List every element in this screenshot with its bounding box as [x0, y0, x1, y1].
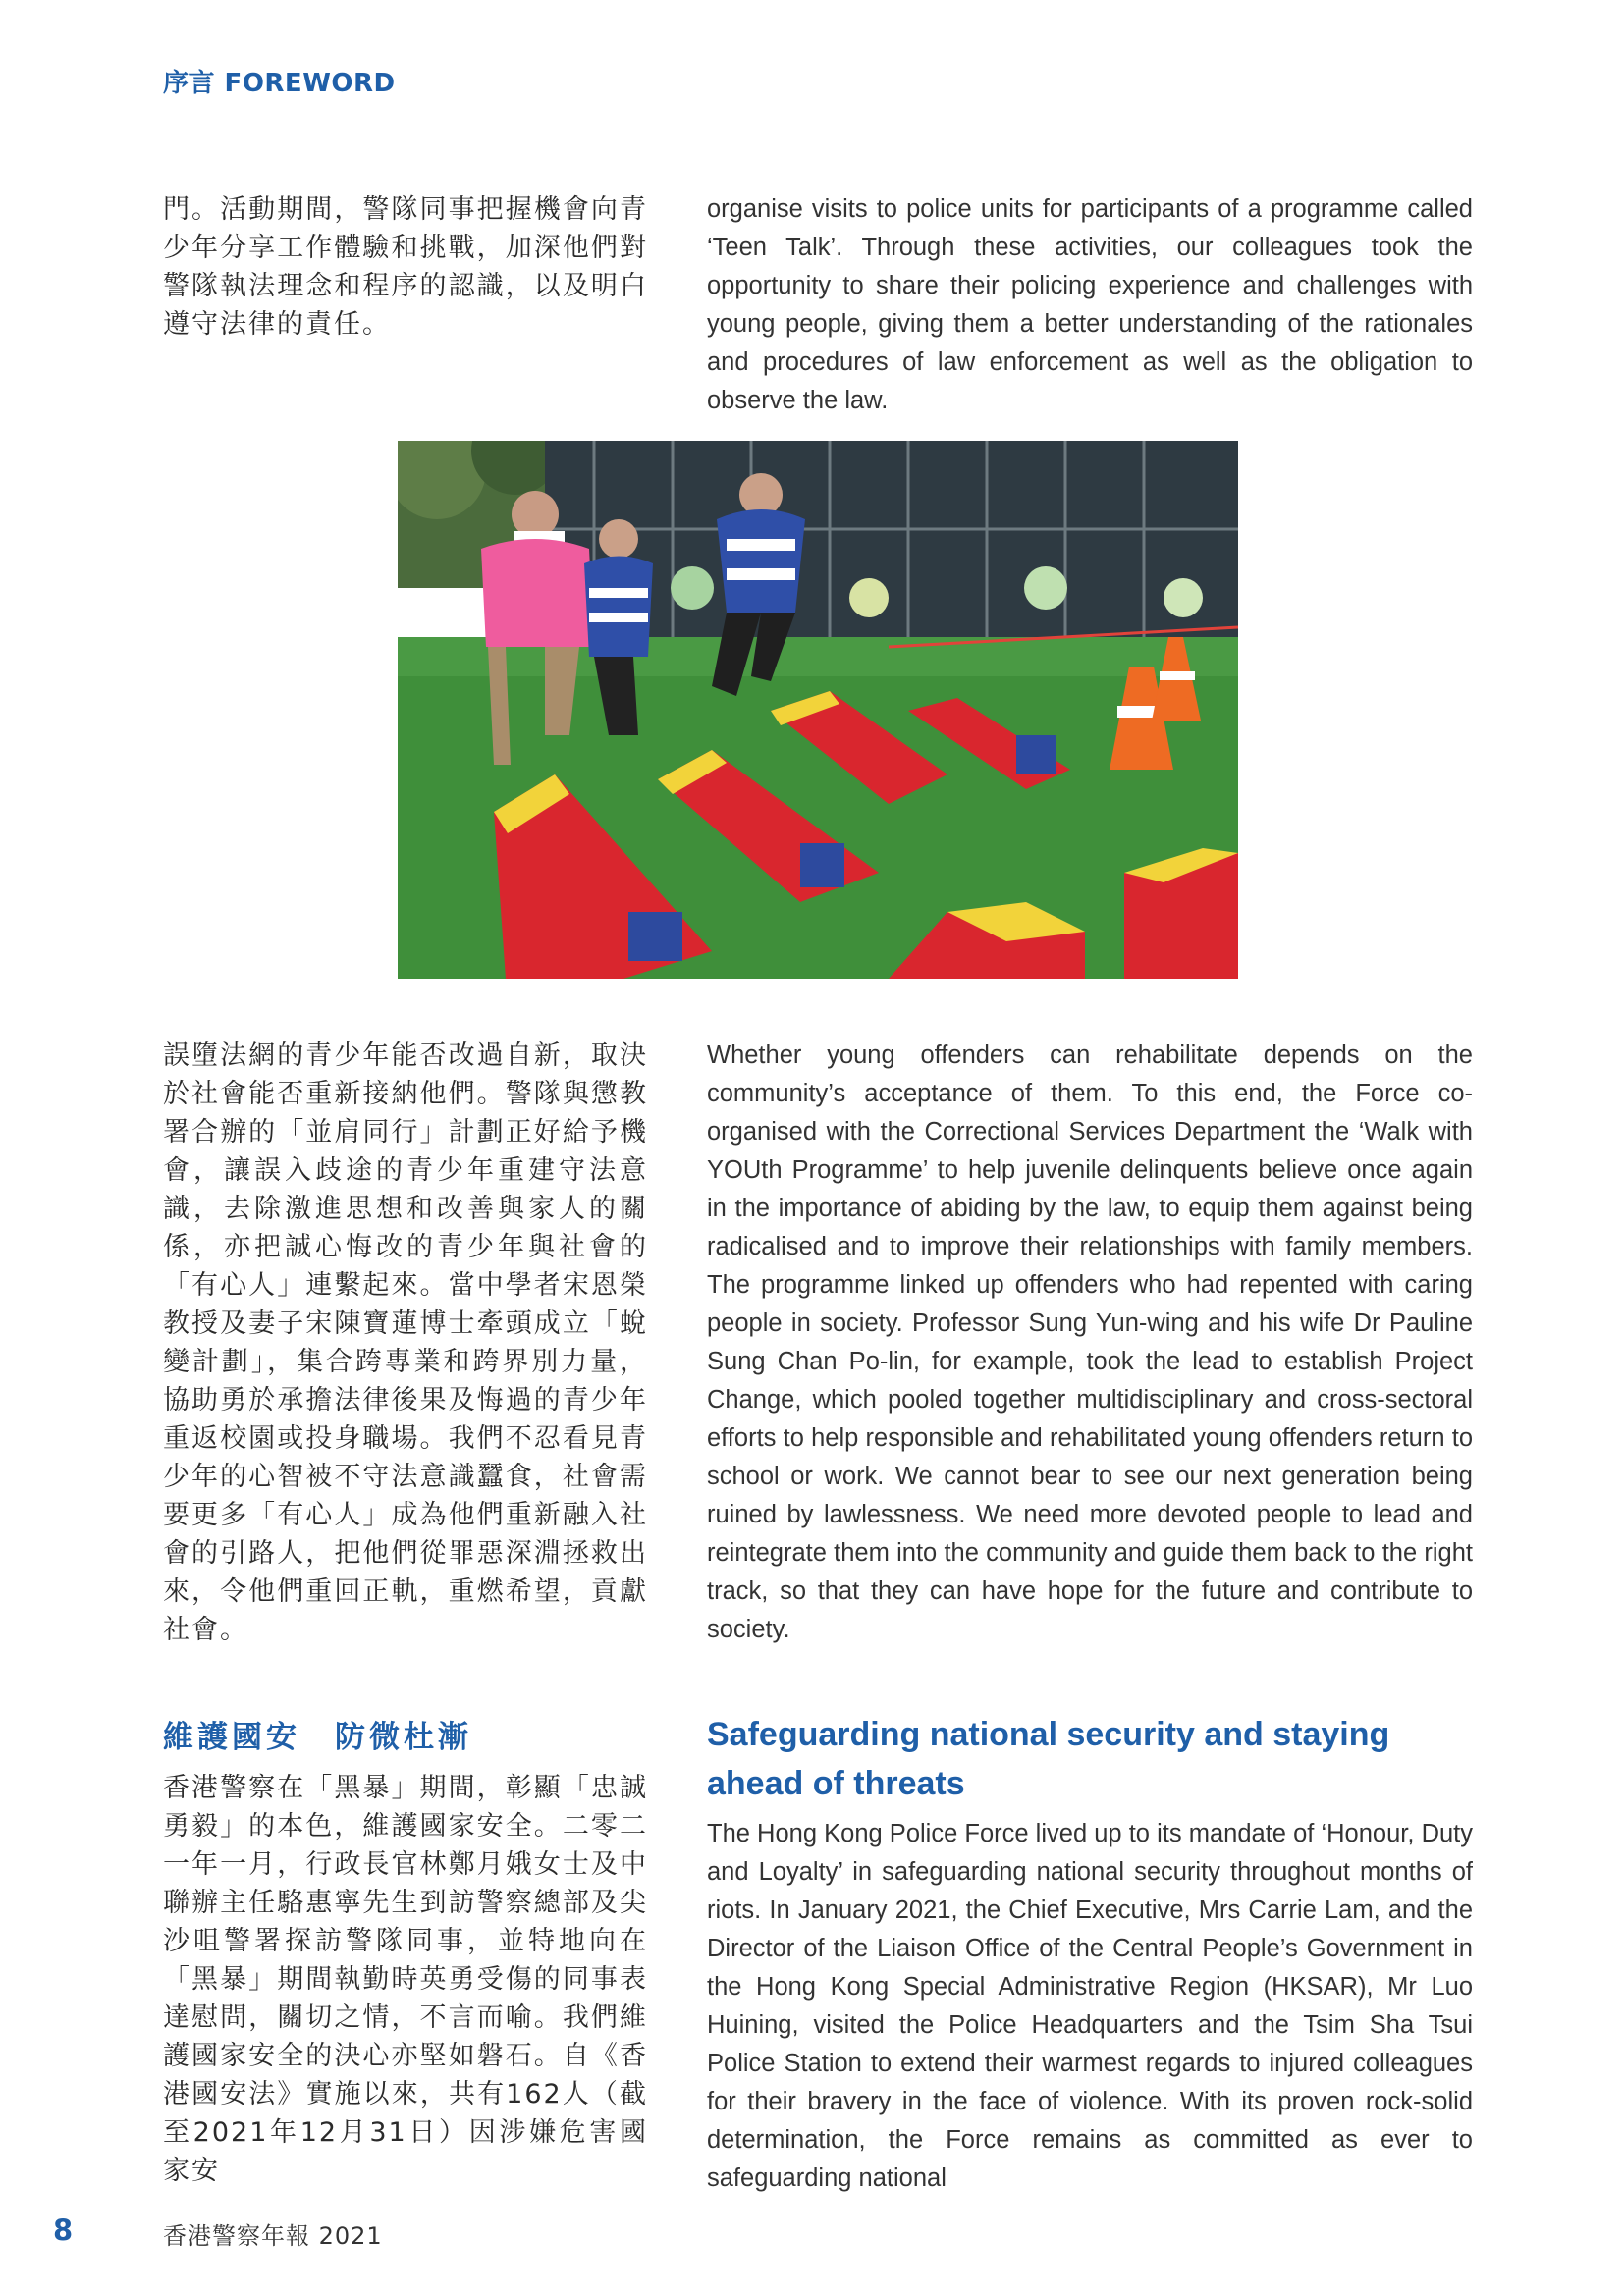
event-photo [398, 441, 1238, 979]
section-heading-en: Safeguarding national security and staying ahead of threats [707, 1716, 1390, 1802]
section-label: 序言 FOREWORD [163, 69, 396, 98]
paragraph-en-3: The Hong Kong Police Force lived up to its mandate of ‘Honour, Duty and Loyalty’ in safeguarding national security throughout months of riots. In January 2021, the Chief Executive, Mrs Carrie Lam, and the Director of the Liaison Office of the Central People’s Government in the Hong Kong Special Administrative Region (HKSAR), Mr Luo Huining, visited the Police Headquarters and the Tsim Sha Tsui Police Station to extend their warmest regards to injured colleagues for their bravery in the face of violence. With its proven rock-solid determination, the Force remains as committed as ever to safeguarding national [707, 1820, 1473, 2192]
paragraph-en-1: organise visits to police units for participants of a programme called ‘Teen Talk’. Through these activities, our colleagues took the opportunity to share their policing experience and challenges with young people, giving them a better understanding of the rationales and procedures of law enforcement as well as the obligation to observe the law. [707, 195, 1473, 414]
section-heading-zh: 維護國安 防微杜漸 [163, 1720, 472, 1755]
paragraph-zh-1: 門。活動期間，警隊同事把握機會向青少年分享工作體驗和挑戰，加深他們對警隊執法理念和程序的認識，以及明白遵守法律的責任。 [163, 194, 648, 340]
paragraph-zh-2: 誤墮法網的青少年能否改過自新，取決於社會能否重新接納他們。警隊與懲教署合辦的「並肩同行」計劃正好給予機會，讓誤入歧途的青少年重建守法意識，去除激進思想和改善與家人的關係，亦把誠心悔改的青少年與社會的「有心人」連繫起來。當中學者宋恩榮教授及妻子宋陳寶蓮博士牽頭成立「蛻變計劃」，集合跨專業和跨界別力量，協助勇於承擔法律後果及悔過的青少年重返校園或投身職場。我們不忍看見青少年的心智被不守法意識蠶食，社會需要更多「有心人」成為他們重新融入社會的引路人，把他們從罪惡深淵拯救出來，令他們重回正軌，重燃希望，貢獻社會。 [163, 1041, 648, 1645]
publication-title: 香港警察年報 2021 [163, 2222, 383, 2250]
obstacle-course-photo [398, 441, 1238, 979]
page-number: 8 [53, 2214, 74, 2247]
paragraph-zh-3: 香港警察在「黑暴」期間，彰顯「忠誠勇毅」的本色，維護國家安全。二零二一年一月，行政長官林鄭月娥女士及中聯辦主任駱惠寧先生到訪警察總部及尖沙咀警署探訪警隊同事，並特地向在「黑暴」期間執勤時英勇受傷的同事表達慰問，關切之情，不言而喻。我們維護國家安全的決心亦堅如磐石。自《香港國安法》實施以來，共有162人（截至2021年12月31日）因涉嫌危害國家安 [163, 1773, 648, 2186]
paragraph-en-2: Whether young offenders can rehabilitate depends on the community’s acceptance of them. To this end, the Force co-organised with the Correctional Services Department the ‘Walk with YOUth Programme’ to help juvenile delinquents believe once again in the importance of abiding by the law, to equip them against being radicalised and to improve their relationships with family members. The programme linked up offenders who had repented with caring people in society. Professor Sung Yun-wing and his wife Dr Pauline Sung Chan Po-lin, for example, took the lead to establish Project Change, which pooled together multidisciplinary and cross-sectoral efforts to help responsible and rehabilitated young offenders return to school or work. We cannot bear to see our next generation being ruined by lawlessness. We need more devoted people to lead and reintegrate them into the community and guide them back to the right track, so that they can have hope for the future and contribute to society. [707, 1041, 1473, 1643]
